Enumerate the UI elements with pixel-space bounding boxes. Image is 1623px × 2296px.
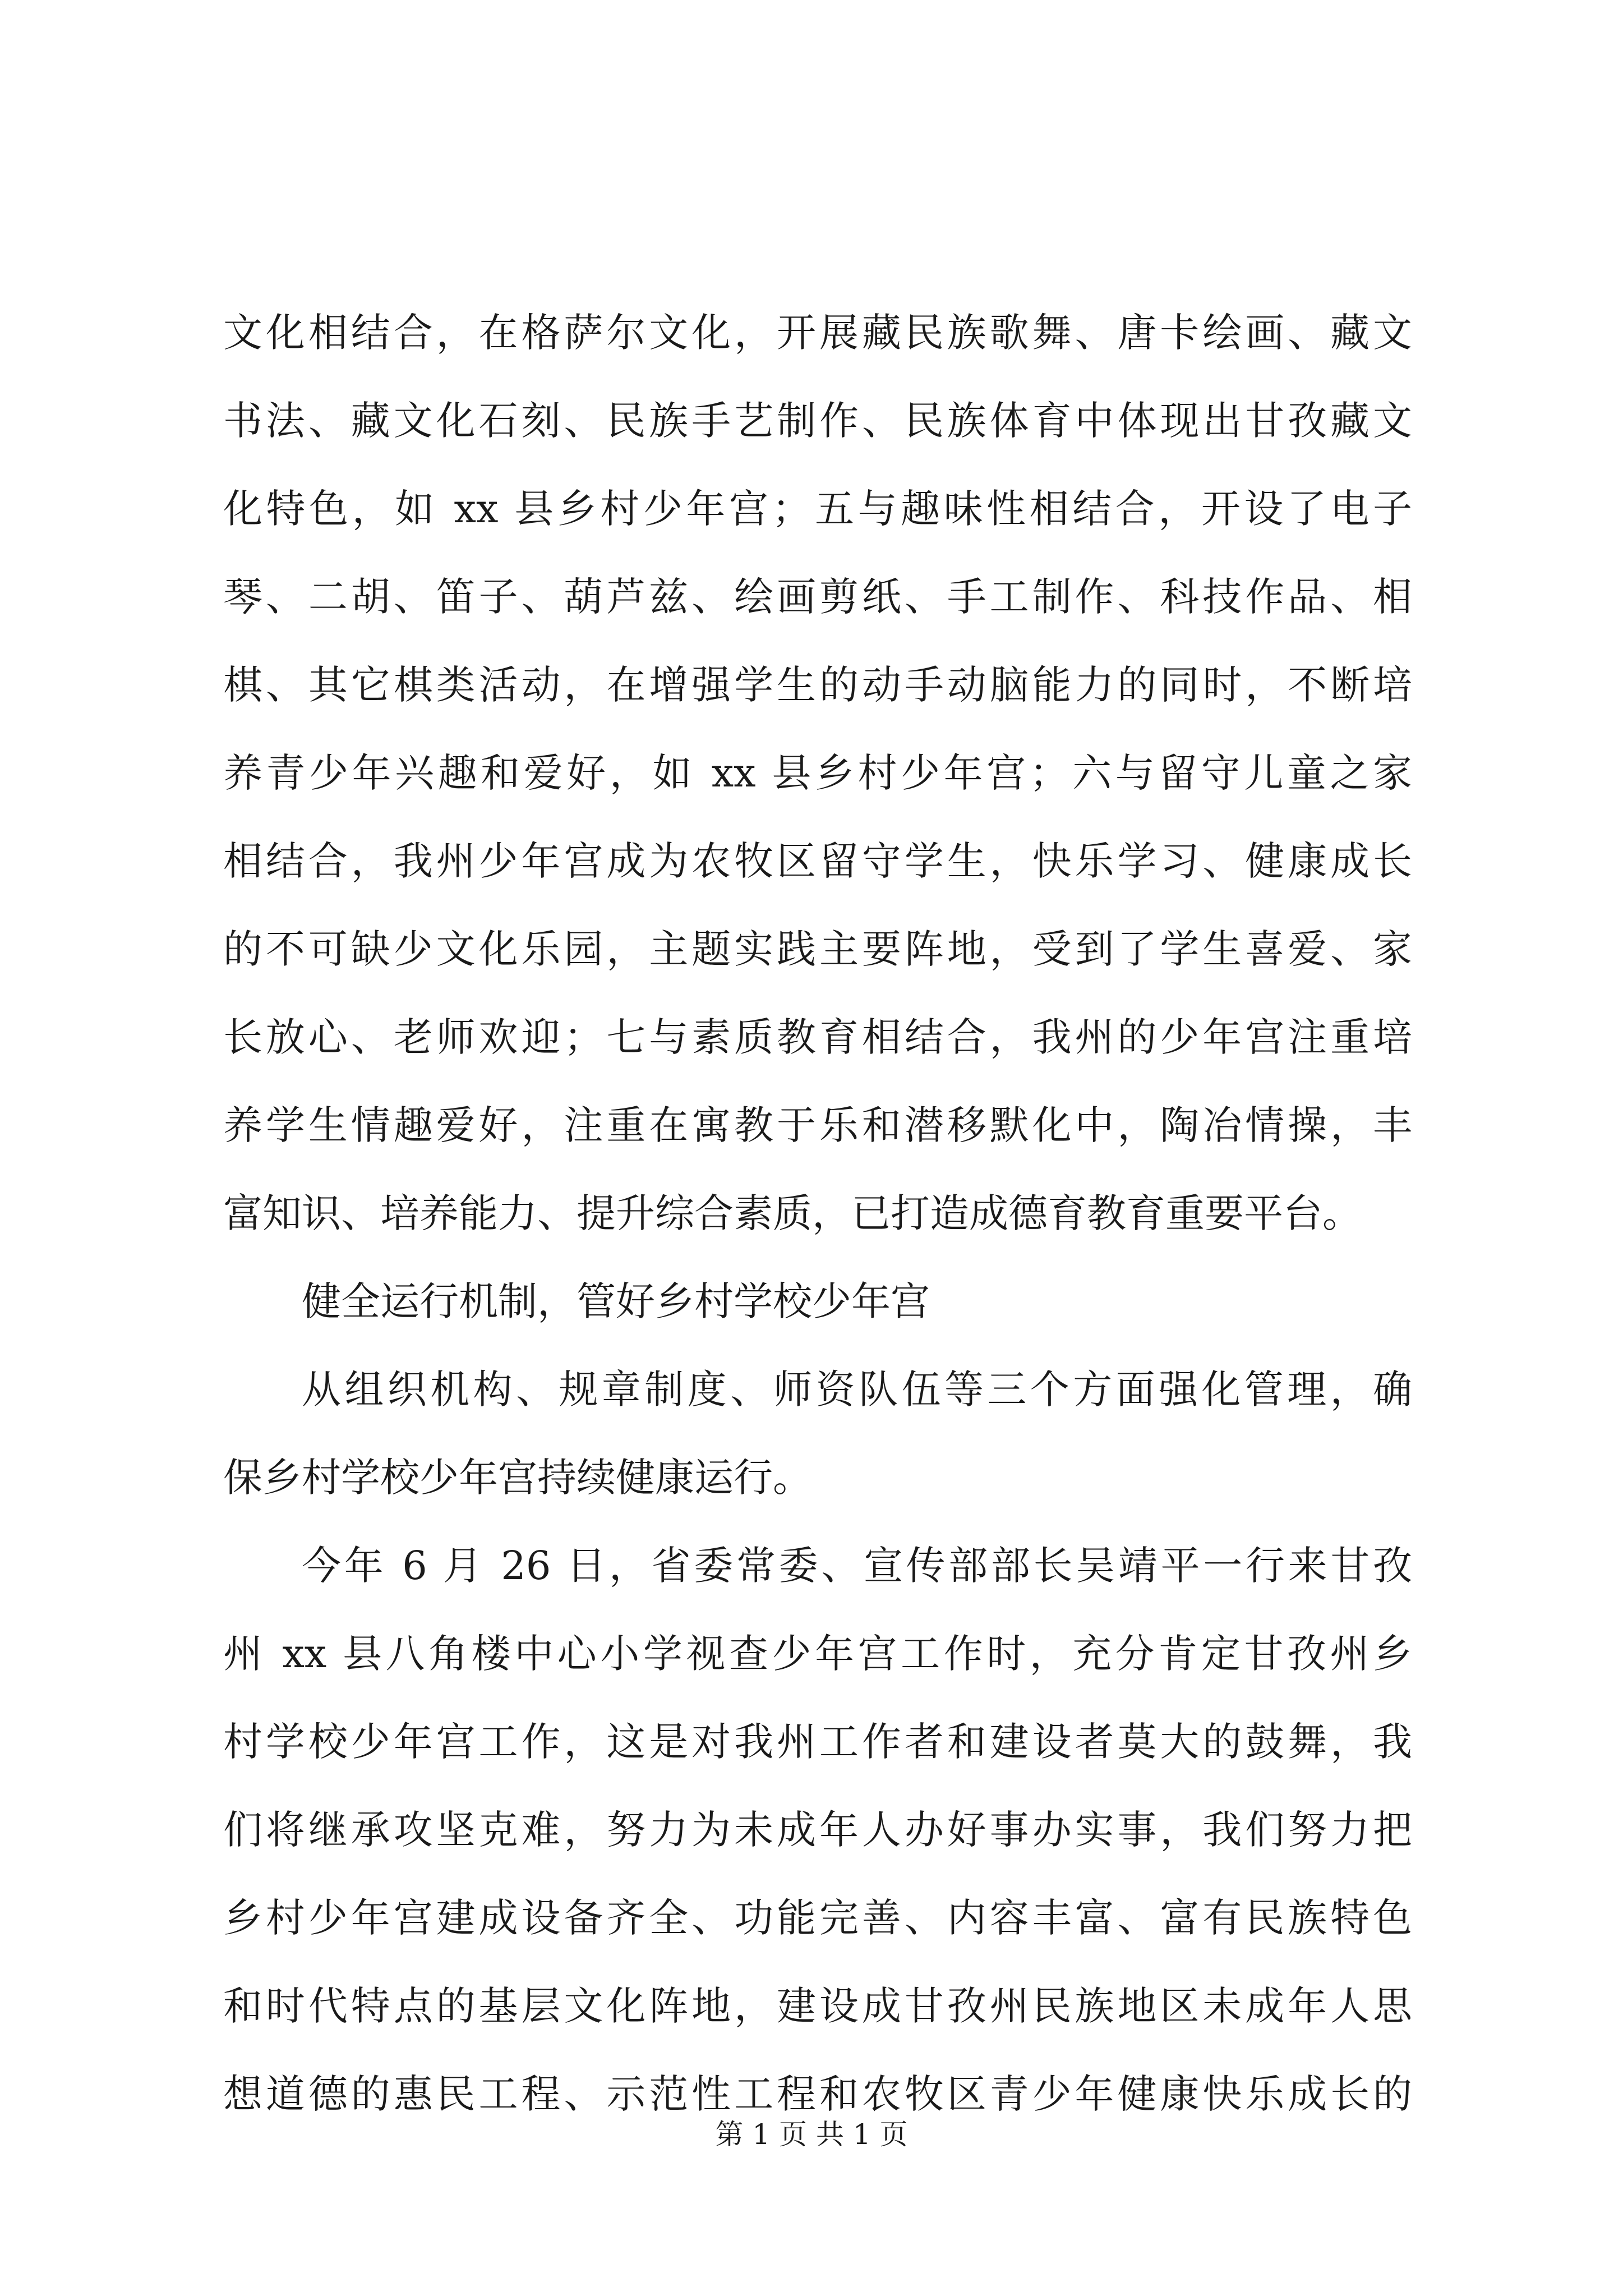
paragraph-line: 化特色，如 xx 县乡村少年宫；五与趣味性相结合，开设了电子 <box>223 486 1412 532</box>
paragraph-line: 和时代特点的基层文化阵地，建设成甘孜州民族地区未成年人思 <box>223 1983 1412 2029</box>
paragraph-line: 相结合，我州少年宫成为农牧区留守学生，快乐学习、健康成长 <box>223 838 1412 884</box>
paragraph-line: 保乡村学校少年宫持续健康运行。 <box>223 1455 812 1501</box>
paragraph-line: 文化相结合，在格萨尔文化，开展藏民族歌舞、唐卡绘画、藏文 <box>223 310 1412 356</box>
paragraph-line: 从组织机构、规章制度、师资队伍等三个方面强化管理，确 <box>302 1366 1412 1412</box>
paragraph-line: 想道德的惠民工程、示范性工程和农牧区青少年健康快乐成长的 <box>223 2071 1412 2117</box>
paragraph-line: 州 xx 县八角楼中心小学视查少年宫工作时，充分肯定甘孜州乡 <box>223 1631 1412 1677</box>
paragraph-line: 长放心、老师欢迎；七与素质教育相结合，我州的少年宫注重培 <box>223 1014 1412 1060</box>
paragraph-line: 乡村少年宫建成设备齐全、功能完善、内容丰富、富有民族特色 <box>223 1895 1412 1941</box>
section-heading: 健全运行机制，管好乡村学校少年宫 <box>302 1278 930 1324</box>
paragraph-line: 富知识、培养能力、提升综合素质，已打造成德育教育重要平台。 <box>223 1190 1362 1236</box>
paragraph-line: 们将继承攻坚克难，努力为未成年人办好事办实事，我们努力把 <box>223 1807 1412 1853</box>
paragraph-line: 棋、其它棋类活动，在增强学生的动手动脑能力的同时，不断培 <box>223 662 1412 708</box>
paragraph-line: 今年 6 月 26 日，省委常委、宣传部部长吴靖平一行来甘孜 <box>302 1543 1412 1589</box>
paragraph-line: 琴、二胡、笛子、葫芦兹、绘画剪纸、手工制作、科技作品、相 <box>223 574 1412 620</box>
paragraph-line: 的不可缺少文化乐园，主题实践主要阵地，受到了学生喜爱、家 <box>223 926 1412 972</box>
paragraph-line: 养学生情趣爱好，注重在寓教于乐和潜移默化中，陶冶情操，丰 <box>223 1102 1412 1148</box>
paragraph-line: 养青少年兴趣和爱好，如 xx 县乡村少年宫；六与留守儿童之家 <box>223 750 1412 796</box>
paragraph-line: 村学校少年宫工作，这是对我州工作者和建设者莫大的鼓舞，我 <box>223 1719 1412 1765</box>
page-footer: 第 1 页 共 1 页 <box>715 2118 908 2151</box>
paragraph-line: 书法、藏文化石刻、民族手艺制作、民族体育中体现出甘孜藏文 <box>223 398 1412 444</box>
